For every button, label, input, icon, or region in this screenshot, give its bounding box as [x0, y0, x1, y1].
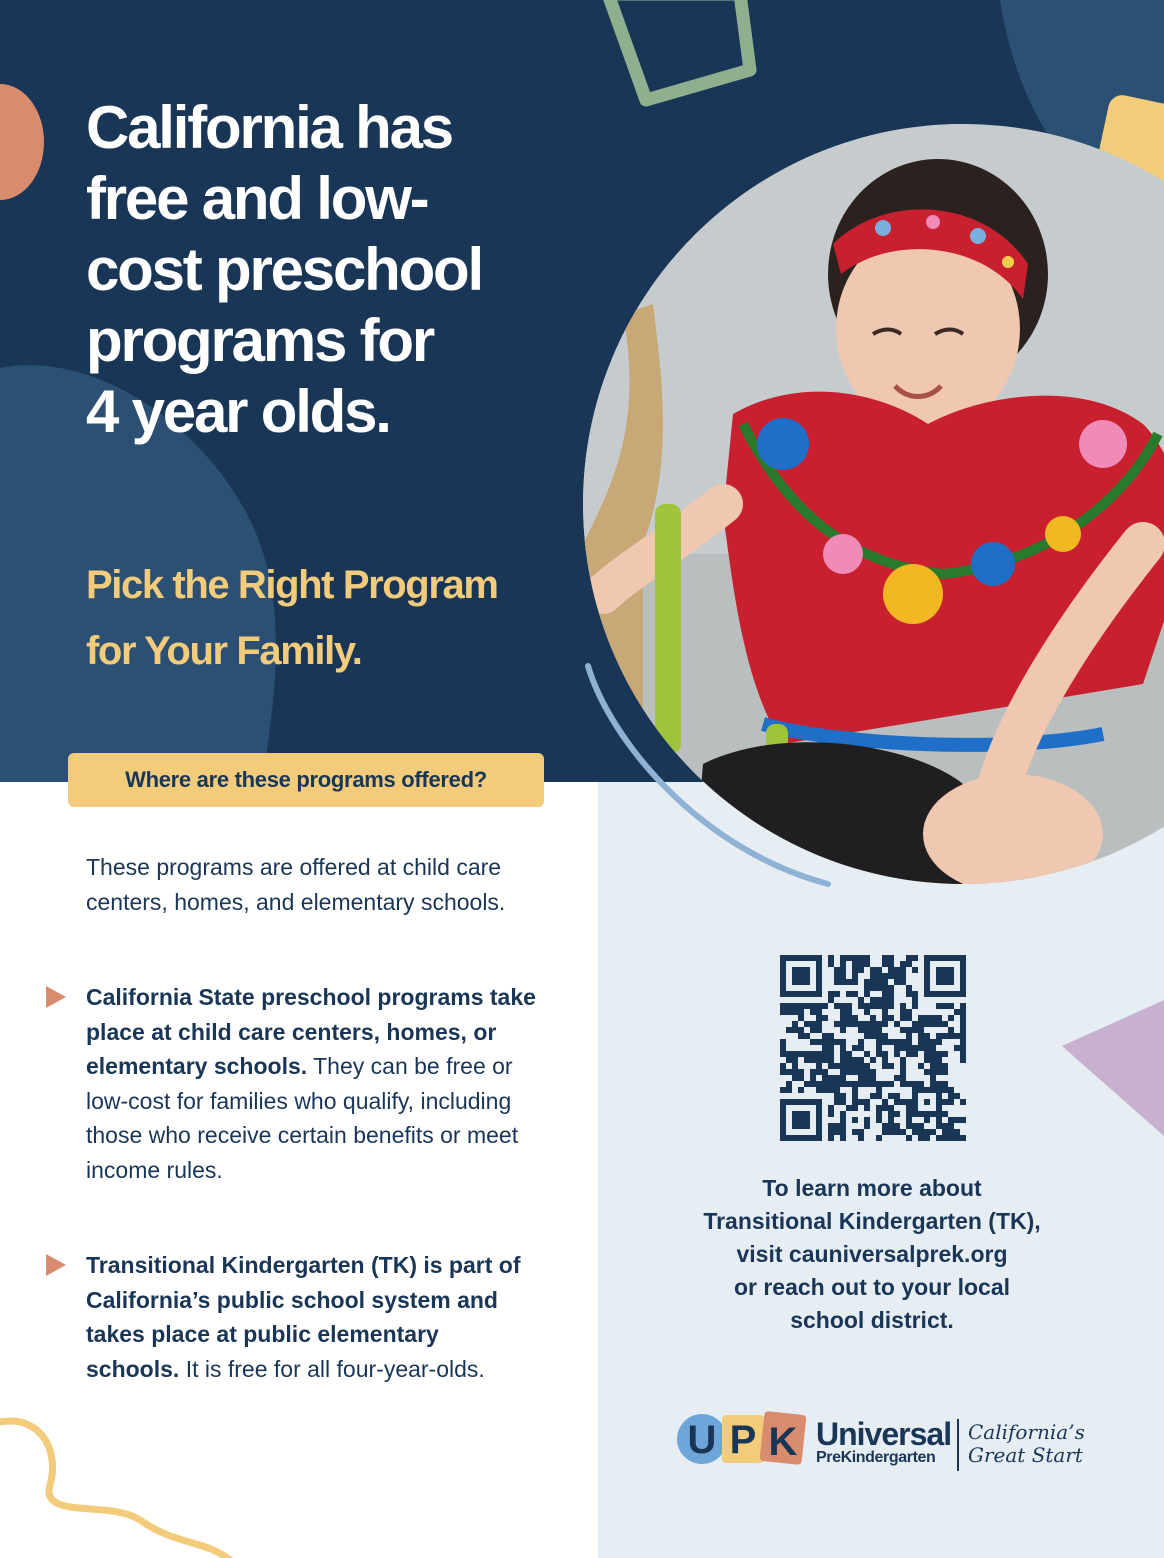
intro-paragraph: These programs are offered at child care centers, homes, and elementary schools.	[86, 854, 506, 915]
subtitle	[86, 552, 566, 684]
learn-more-line-1: To learn more about	[762, 1175, 982, 1201]
section-badge-label: Where are these programs offered?	[125, 767, 487, 792]
title-line-3: cost preschool	[86, 236, 482, 303]
title-line-4: programs for	[86, 307, 433, 374]
lavender-triangle-shape	[1062, 1000, 1164, 1136]
logo-letter-u: U	[687, 1418, 717, 1462]
bullet-triangle-icon	[46, 986, 66, 1008]
logo-word-universal: Universal	[816, 1416, 952, 1452]
bullet-tk-text: It is free for all four-year-olds.	[179, 1355, 485, 1382]
bullet-state-preschool-bold: California State preschool programs take place at child care centers, homes, or elementary schools.	[86, 984, 536, 1079]
bullet-tk	[86, 1248, 536, 1386]
logo-letter-p: P	[729, 1418, 757, 1462]
salmon-half-circle-shape	[0, 84, 44, 200]
subtitle-line-2: for Your Family.	[86, 629, 362, 673]
logo-letter-k: K	[768, 1420, 798, 1464]
page-title	[86, 92, 556, 447]
subtitle-line-1: Pick the Right Program	[86, 563, 498, 607]
logo-divider	[957, 1419, 959, 1471]
bullet-state-preschool	[86, 980, 536, 1187]
bullet-triangle-icon	[46, 1254, 66, 1276]
section-badge	[68, 753, 544, 807]
logo-word-prekindergarten: PreKindergarten	[816, 1449, 936, 1466]
sage-square-outline-shape	[608, 0, 750, 100]
title-line-1: California has	[86, 94, 452, 161]
learn-more-line-4: or reach out to your local	[733, 1274, 1011, 1300]
logo-tagline-line-2: Great Start	[968, 1443, 1083, 1467]
learn-more-line-5: school district.	[790, 1307, 954, 1333]
learn-more-text	[640, 1172, 1104, 1337]
logo-tagline-line-1: California’s	[968, 1420, 1085, 1444]
upk-logo-mark	[676, 1405, 816, 1485]
gold-squiggle-shape	[0, 1421, 230, 1558]
learn-more-line-2: Transitional Kindergarten (TK),	[703, 1208, 1041, 1234]
title-line-5: 4 year olds.	[86, 378, 390, 445]
upk-logo	[676, 1405, 1096, 1485]
bullet-tk-bold: Transitional Kindergarten (TK) is part of California’s public school system and takes place at public elementary schools.	[86, 1252, 521, 1382]
title-line-2: free and low-	[86, 165, 428, 232]
bullet-state-preschool-text: They can be free or low-cost for families who qualify, including those who receive certain benefits or meet income rules.	[86, 1053, 519, 1183]
learn-more-line-3[interactable]: visit cauniversalprek.org	[736, 1241, 1008, 1267]
qr-code-icon[interactable]	[780, 955, 966, 1141]
